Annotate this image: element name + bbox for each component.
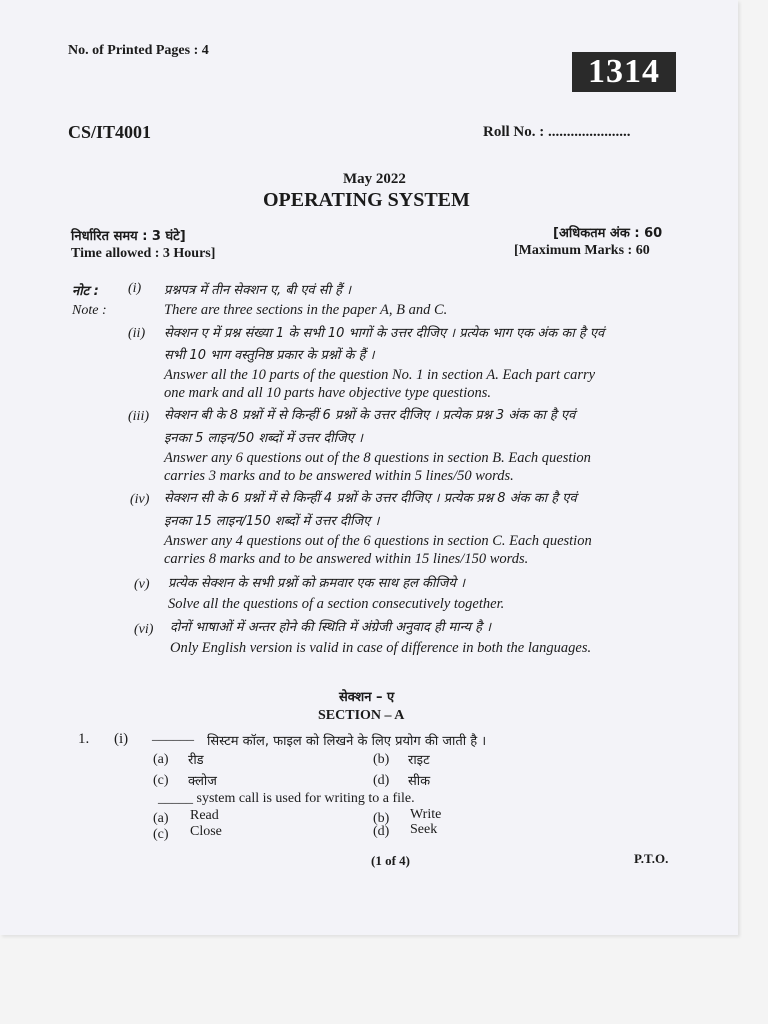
note-text-hindi: सेक्शन ए में प्रश्न संख्या 1 के सभी 10 भागों के उत्तर दीजिए । प्रत्येक भाग एक अंक का है एवं — [164, 326, 605, 341]
answer-blank: ______ — [152, 728, 194, 743]
option-text-english: Seek — [410, 822, 438, 837]
note-number: (v) — [134, 577, 150, 592]
note-text-hindi: इनका 15 लाइन/150 शब्दों में उत्तर दीजिए । — [164, 514, 380, 529]
note-text-hindi: सभी 10 भाग वस्तुनिष्ठ प्रकार के प्रश्नों के हैं । — [164, 348, 375, 363]
option-label: (c) — [153, 773, 169, 788]
option-label: (a) — [153, 752, 169, 767]
note-text-english: carries 8 marks and to be answered within 15 lines/150 words. — [164, 551, 529, 567]
note-number: (iv) — [130, 492, 150, 507]
note-text-english: carries 3 marks and to be answered within 5 lines/50 words. — [164, 468, 514, 484]
option-text-hindi: राइट — [408, 753, 430, 768]
note-text-english: Answer any 4 questions out of the 6 questions in section C. Each question — [164, 533, 592, 549]
note-number: (vi) — [134, 622, 154, 637]
max-marks-english: [Maximum Marks : 60 — [514, 243, 650, 258]
option-text-hindi: क्लोज — [188, 774, 217, 789]
question-part: (i) — [114, 731, 129, 747]
section-title-english: SECTION – A — [318, 708, 405, 723]
option-label: (c) — [153, 827, 169, 842]
option-label: (d) — [373, 773, 390, 788]
option-label: (d) — [373, 824, 390, 839]
note-text-english: Only English version is valid in case of difference in both the languages. — [170, 640, 592, 656]
section-title-hindi: सेक्शन – ए — [339, 690, 395, 705]
option-text-hindi: सीक — [408, 774, 431, 789]
course-code: CS/IT4001 — [68, 122, 152, 142]
note-text-english: Solve all the questions of a section consecutively together. — [168, 596, 505, 612]
note-text-hindi: प्रश्नपत्र में तीन सेक्शन ए, बी एवं सी हैं । — [164, 283, 352, 298]
note-text-hindi: इनका 5 लाइन/50 शब्दों में उत्तर दीजिए । — [164, 431, 363, 446]
please-turn-over: P.T.O. — [634, 851, 669, 866]
note-text-hindi: दोनों भाषाओं में अन्तर होने की स्थिति में अंग्रेजी अनुवाद ही मान्य है । — [170, 620, 492, 635]
option-label: (b) — [373, 752, 390, 767]
note-label-english: Note : — [72, 303, 107, 318]
note-number: (i) — [128, 281, 142, 296]
note-number: (ii) — [128, 326, 146, 341]
subject-title: OPERATING SYSTEM — [263, 189, 470, 211]
option-label: (b) — [373, 811, 390, 826]
option-text-english: Close — [190, 824, 222, 839]
note-text-hindi: प्रत्येक सेक्शन के सभी प्रश्नों को क्रमवार एक साथ हल कीजिये । — [168, 576, 466, 591]
exam-date: May 2022 — [343, 171, 406, 187]
note-text-english: one mark and all 10 parts have objective type questions. — [164, 385, 491, 401]
option-label: (a) — [153, 811, 169, 826]
note-text-english: Answer any 6 questions out of the 8 questions in section B. Each question — [164, 450, 591, 466]
option-text-english: Write — [410, 807, 442, 822]
time-hindi: निर्धारित समय : 3 घंटे] — [71, 229, 186, 244]
note-text-hindi: सेक्शन बी के 8 प्रश्नों में से किन्हीं 6 प्रश्नों के उत्तर दीजिए । प्रत्येक प्रश्न 3 अंक का है एवं — [164, 408, 576, 423]
note-number: (iii) — [128, 409, 149, 424]
question-text-hindi: सिस्टम कॉल, फाइल को लिखने के लिए प्रयोग की जाती है । — [207, 734, 487, 749]
note-label-hindi: नोट : — [72, 284, 99, 299]
note-text-english: Answer all the 10 parts of the question No. 1 in section A. Each part carry — [164, 367, 596, 383]
printed-pages: No. of Printed Pages : 4 — [68, 43, 209, 58]
note-text-english: There are three sections in the paper A, B and C. — [164, 302, 448, 318]
question-text-english: _____ system call is used for writing to a file. — [158, 791, 415, 806]
page-number: (1 of 4) — [371, 853, 410, 868]
time-english: Time allowed : 3 Hours] — [71, 246, 216, 261]
option-text-hindi: रीड — [188, 753, 204, 768]
note-text-hindi: सेक्शन सी के 6 प्रश्नों में से किन्हीं 4 प्रश्नों के उत्तर दीजिए । प्रत्येक प्रश्न 8 अंक का है एवं — [164, 491, 577, 506]
question-number: 1. — [78, 731, 90, 747]
paper-code-box: 1314 — [572, 52, 676, 92]
roll-number: Roll No. : ...................... — [483, 124, 631, 140]
option-text-english: Read — [190, 808, 219, 823]
max-marks-hindi: [अधिकतम अंक : 60 — [553, 226, 663, 241]
